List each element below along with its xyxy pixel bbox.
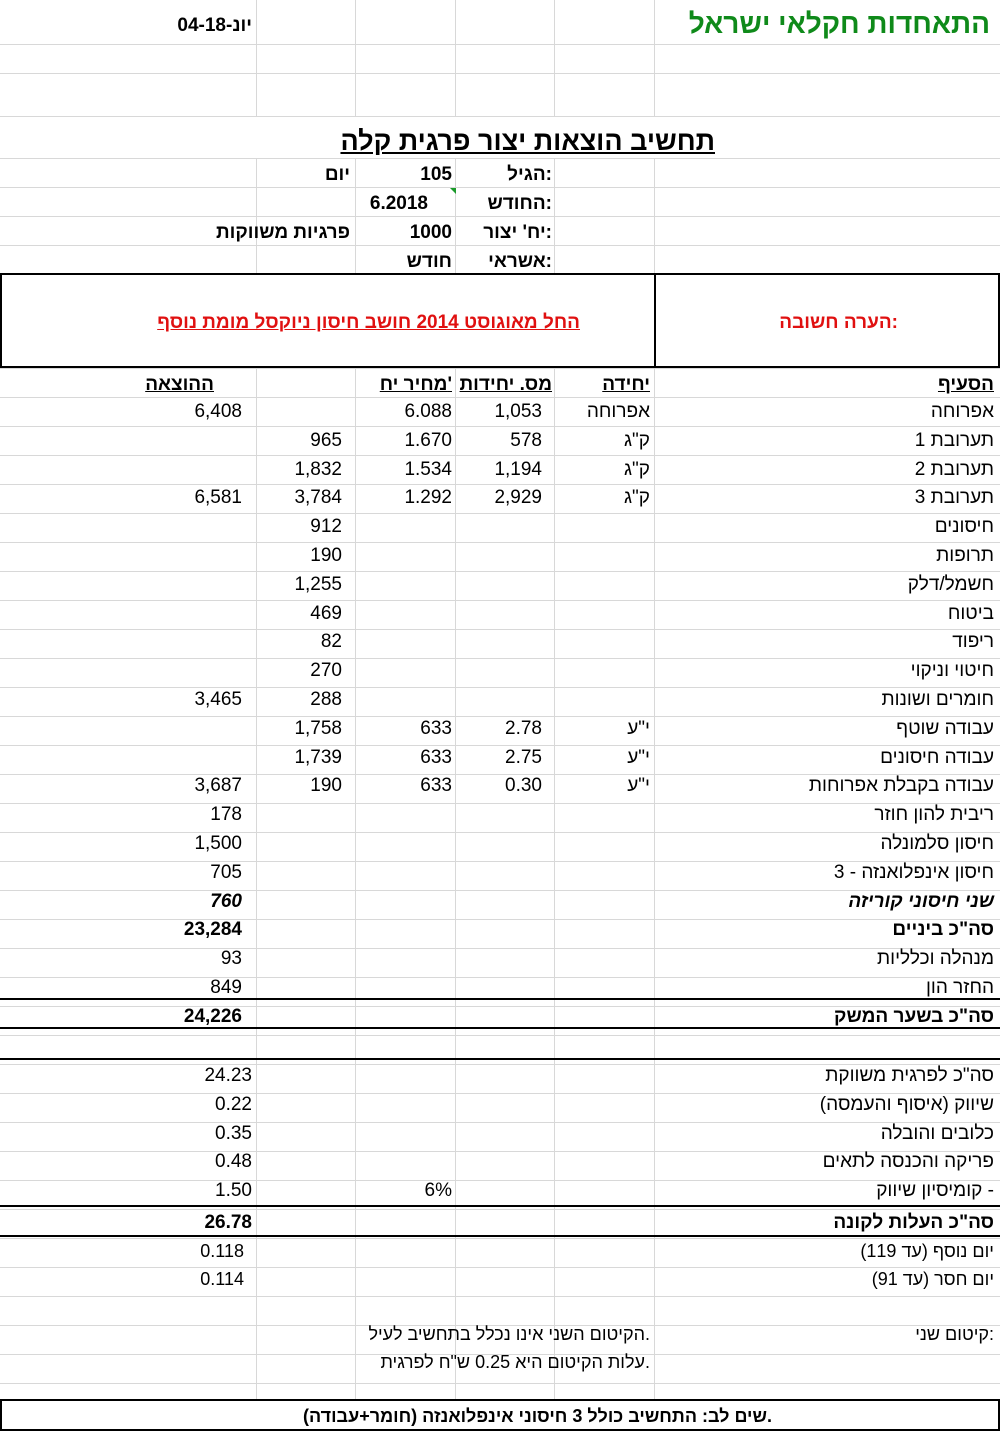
row-unit: ק"ג: [624, 429, 650, 451]
age-label: הגיל:: [507, 164, 552, 185]
grid-row-line: [0, 948, 1000, 949]
row-sub: 190: [310, 775, 342, 797]
grid-col-line: [554, 0, 555, 44]
row-total: 178: [210, 804, 242, 826]
footer-note: שים לב: התחשיב כולל 3 חיסוני אינפלואנזה (חומר+עבודה).: [303, 1406, 772, 1426]
row-qty: 2.78: [505, 717, 542, 739]
row-qty: 578: [510, 429, 542, 451]
grid-row-line: [0, 1209, 1000, 1210]
grid-row-line: [0, 455, 1000, 456]
grid-row-line: [0, 832, 1000, 833]
credit-value: חודש: [406, 251, 452, 272]
row-unit: י"ע: [627, 775, 650, 797]
col-header-qty: מס. יחידות: [459, 374, 552, 395]
grid-col-line: [355, 0, 356, 44]
row-item: עבודה בקבלת אפרוחות: [808, 775, 994, 797]
extra-day-value: 0.118: [200, 1241, 244, 1261]
row-item: שני חיסוני קוריזה: [848, 890, 994, 912]
row-sub: 912: [310, 516, 342, 538]
grid-row-line: [0, 116, 1000, 117]
grid-col-line: [355, 368, 356, 1399]
grid-row-line: [0, 1122, 1000, 1123]
grid-row-line: [0, 73, 1000, 74]
row-unit: י"ע: [627, 746, 650, 768]
marketing-item: קומיסיון שיווק -: [876, 1180, 994, 1202]
missing-day-value: 0.114: [200, 1269, 244, 1289]
row-price: 1.292: [404, 487, 452, 509]
row-qty: 2,929: [494, 487, 542, 509]
row-item: אפרוחה: [930, 401, 994, 422]
farm-total-bottom-border: [0, 1027, 1000, 1029]
row-item: תערובת 1: [914, 429, 994, 451]
row-sub: 1,758: [294, 717, 342, 739]
row-unit: אפרוחה: [586, 401, 650, 422]
row-sub: 469: [310, 602, 342, 624]
row-total: 23,284: [183, 919, 242, 941]
trimming-line1: הקיטום השני אינו נכלל בתחשיב לעיל.: [368, 1324, 650, 1344]
comment-marker: [450, 188, 456, 194]
row-sub: 190: [310, 545, 342, 566]
grid-row-line: [0, 426, 1000, 427]
grid-col-line: [654, 368, 655, 1399]
unit-label: יח' יצור:: [483, 222, 552, 243]
grid-col-line: [355, 44, 356, 116]
farm-total-value: 24,226: [183, 1006, 242, 1027]
grid-row-line: [0, 687, 1000, 688]
col-header-item: הסעיף: [937, 374, 994, 395]
row-price: 633: [420, 717, 452, 739]
row-sub: 270: [310, 660, 342, 682]
row-sub: 965: [310, 429, 342, 451]
row-unit: ק"ג: [624, 487, 650, 509]
grid-row-line: [0, 716, 1000, 717]
row-item: חיסון אינפלואנזה - 3: [833, 861, 994, 883]
trimming-label: קיטום שני:: [915, 1324, 994, 1344]
grid-row-line: [0, 571, 1000, 572]
marketing-item: שיווק (איסוף והעמסה): [819, 1093, 994, 1115]
row-total: 849: [210, 977, 242, 998]
grid-row-line: [0, 658, 1000, 659]
note-divider: [654, 275, 656, 366]
grid-col-line: [554, 368, 555, 1399]
row-sub: 3,784: [294, 487, 342, 509]
row-price: 1.670: [404, 429, 452, 451]
extra-day-label: יום נוסף (עד 119): [860, 1241, 994, 1261]
marketing-value: 0.35: [215, 1122, 252, 1144]
grid-col-line: [455, 44, 456, 116]
row-item: מנהלה וכלליות: [877, 948, 994, 970]
row-total: 3,465: [194, 689, 242, 710]
row-total: 760: [210, 890, 242, 912]
credit-label: אשראי:: [488, 251, 552, 272]
unit-desc: פרגיות משווקות: [215, 222, 350, 243]
missing-day-label: יום חסר (עד 91): [871, 1269, 994, 1289]
buyer-total-value: 26.78: [204, 1212, 252, 1233]
grid-col-line: [455, 368, 456, 1399]
grid-row-line: [0, 803, 1000, 804]
farm-total-label: סה"כ בשער המשק: [834, 1006, 994, 1027]
grid-row-line: [0, 745, 1000, 746]
row-item: חיטוי וניקוי: [910, 660, 994, 682]
col-header-unit: יחידה: [602, 374, 650, 395]
row-item: עבודה חיסונים: [880, 746, 994, 768]
row-qty: 2.75: [505, 746, 542, 768]
marketing-top-border: [0, 1058, 1000, 1060]
unit-value: 1000: [409, 222, 452, 243]
row-sub: 82: [320, 631, 342, 653]
row-item: ריפוד: [952, 631, 994, 653]
report-date: 04-יונ-18: [177, 15, 252, 36]
row-item: חשמל/דלק: [907, 573, 994, 595]
row-price: 1.534: [404, 458, 452, 480]
row-item: תרופות: [936, 545, 994, 566]
buyer-total-top-border: [0, 1205, 1000, 1207]
grid-row-line: [0, 1180, 1000, 1181]
row-sub: 1,255: [294, 573, 342, 595]
marketing-value: 0.22: [215, 1093, 252, 1115]
grid-row-line: [0, 919, 1000, 920]
marketing-value: 24.23: [204, 1065, 252, 1086]
grid-row-line: [0, 542, 1000, 543]
note-text: החל מאוגוסט 2014 חושב חיסון ניוקסל מומת נוסף: [157, 312, 580, 333]
row-total: 705: [210, 861, 242, 883]
grid-row-line: [0, 44, 1000, 45]
grid-row-line: [0, 1267, 1000, 1268]
row-sub: 288: [310, 689, 342, 710]
row-price: 633: [420, 775, 452, 797]
trimming-line2: עלות הקיטום היא 0.25 ש"ח לפרגית.: [380, 1352, 650, 1372]
grid-row-line: [0, 513, 1000, 514]
grid-row-line: [0, 158, 1000, 159]
grid-row-line: [0, 484, 1000, 485]
row-item: עבודה שוטף: [896, 717, 994, 739]
marketing-item: כלובים והובלה: [880, 1122, 994, 1144]
grid-row-line: [0, 397, 1000, 398]
row-total: 6,581: [194, 487, 242, 509]
row-item: ביטוח: [947, 602, 994, 624]
marketing-item: סה"כ לפרגית משווקת: [825, 1065, 994, 1086]
grid-row-line: [0, 187, 1000, 188]
grid-row-line: [0, 245, 1000, 246]
row-total: 1,500: [194, 833, 242, 854]
row-unit: י"ע: [627, 717, 650, 739]
row-qty: 0.30: [505, 775, 542, 797]
row-price: 633: [420, 746, 452, 768]
row-item: סה"כ ביניים: [892, 919, 994, 941]
org-name: התאחדות חקלאי ישראל: [688, 8, 990, 39]
grid-row-line: [0, 1035, 1000, 1036]
grid-row-line: [0, 629, 1000, 630]
row-total: 3,687: [194, 775, 242, 797]
marketing-value: 0.48: [215, 1151, 252, 1173]
grid-col-line: [455, 0, 456, 44]
row-sub: 1,832: [294, 458, 342, 480]
grid-row-line: [0, 1238, 1000, 1239]
row-qty: 1,053: [494, 401, 542, 422]
grid-row-line: [0, 1296, 1000, 1297]
row-item: חומרים ושונות: [881, 689, 994, 710]
marketing-price: 6%: [424, 1180, 452, 1202]
row-total: 6,408: [194, 401, 242, 422]
row-item: חיסונים: [934, 516, 994, 538]
row-price: 6.088: [404, 401, 452, 422]
farm-total-top-border: [0, 998, 1000, 1000]
row-unit: ק"ג: [624, 458, 650, 480]
row-item: החזר הון: [925, 977, 994, 998]
row-sub: 1,739: [294, 746, 342, 768]
row-total: 93: [220, 948, 242, 970]
grid-row-line: [0, 368, 1000, 369]
grid-col-line: [256, 0, 257, 44]
row-item: תערובת 3: [914, 487, 994, 509]
grid-row-line: [0, 216, 1000, 217]
row-item: ריבית להון חוזר: [874, 804, 994, 826]
age-value: 105: [420, 164, 452, 185]
col-header-expense: ההוצאה: [145, 374, 214, 395]
grid-col-line: [554, 44, 555, 116]
buyer-total-bottom-border: [0, 1235, 1000, 1237]
month-label: החודש:: [487, 193, 552, 214]
row-qty: 1,194: [494, 458, 542, 480]
marketing-item: פריקה והכנסה לתאים: [822, 1151, 994, 1173]
month-value: 6.2018: [369, 193, 428, 214]
grid-col-line: [256, 44, 257, 116]
age-unit: יום: [324, 164, 350, 185]
grid-row-line: [0, 600, 1000, 601]
row-item: תערובת 2: [914, 458, 994, 480]
col-header-price: מחיר יח': [379, 374, 452, 395]
grid-col-line: [654, 0, 655, 44]
grid-row-line: [0, 1383, 1000, 1384]
note-label: הערה חשובה:: [779, 312, 898, 333]
grid-col-line: [256, 368, 257, 1399]
page-title: תחשיב הוצאות יצור פרגית קלה: [340, 126, 715, 156]
row-item: חיסון סלמונלה: [880, 833, 994, 854]
grid-row-line: [0, 977, 1000, 978]
grid-col-line: [654, 44, 655, 116]
buyer-total-label: סה"כ העלות לקונה: [833, 1212, 994, 1233]
marketing-value: 1.50: [215, 1180, 252, 1202]
